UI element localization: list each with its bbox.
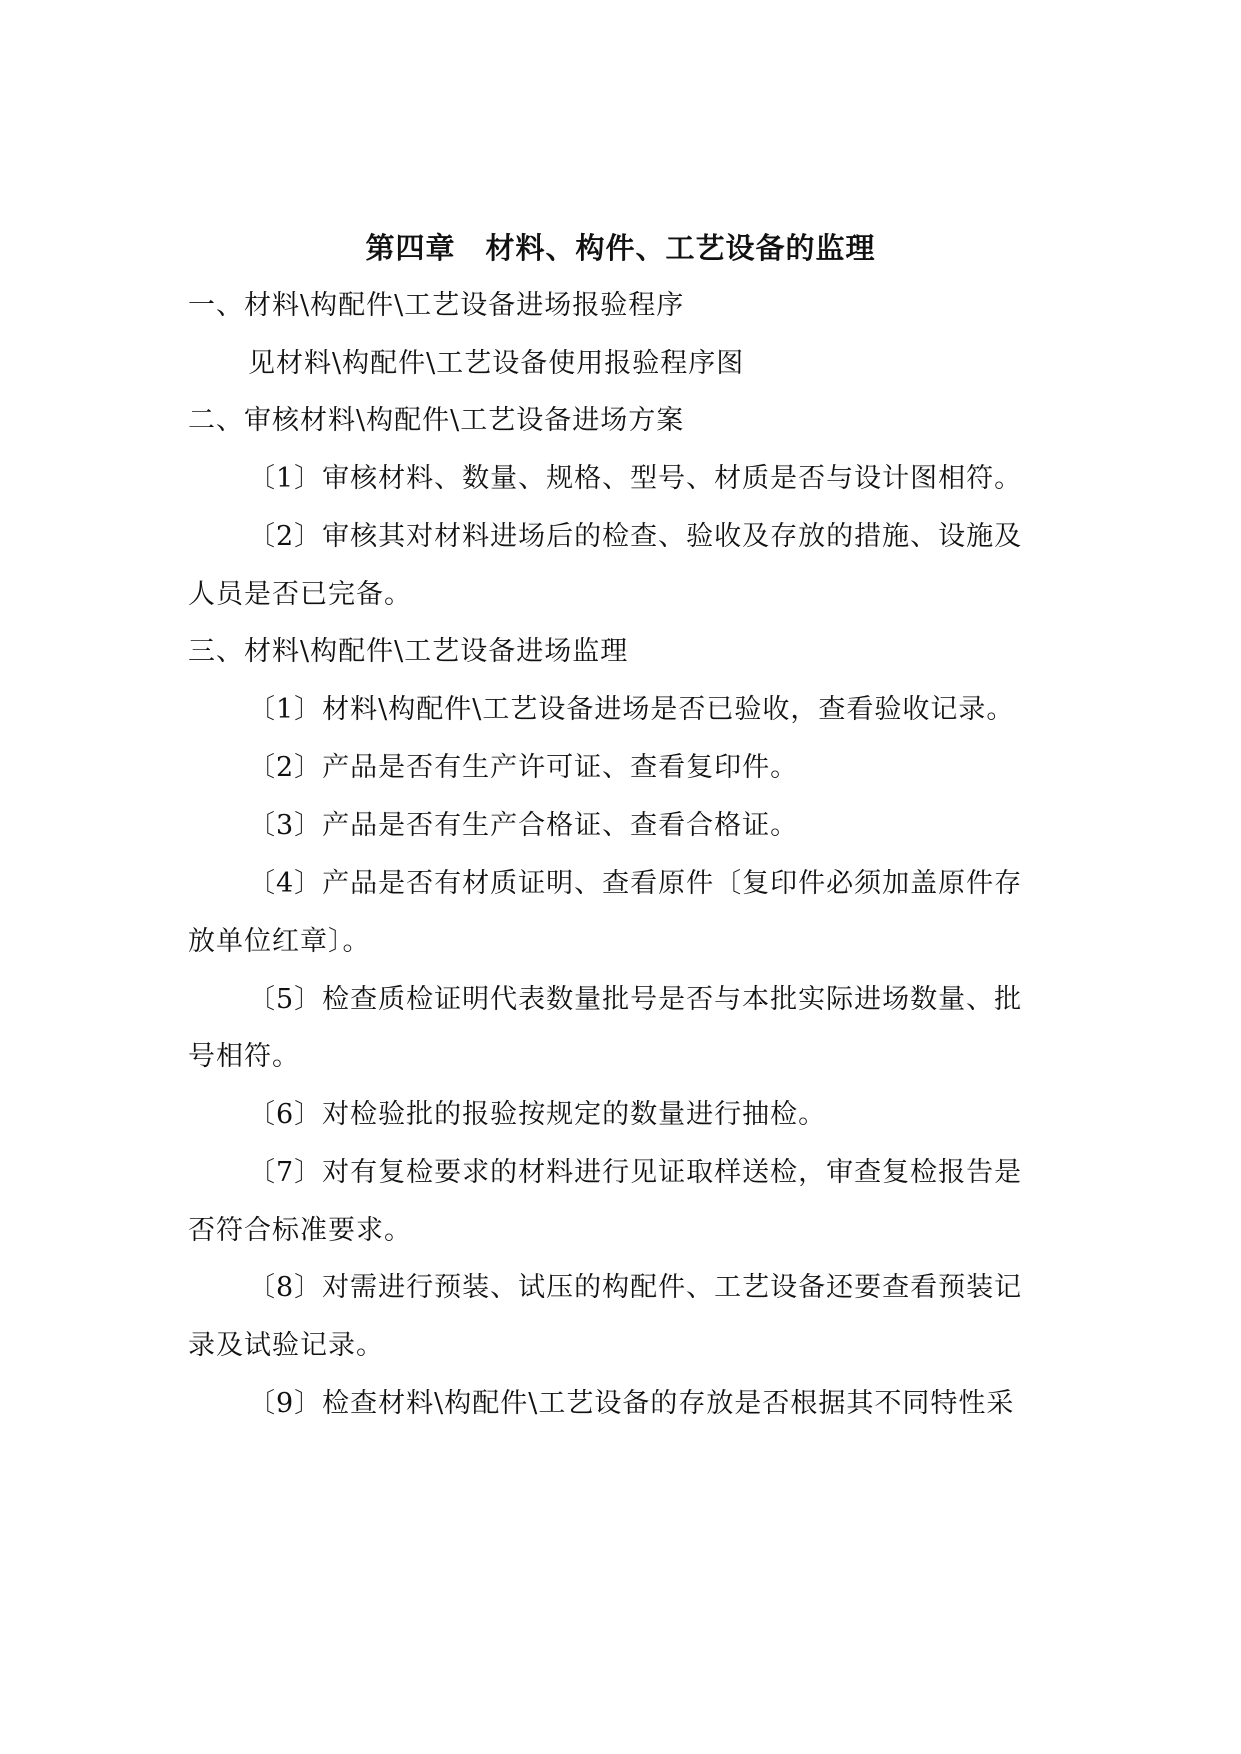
section-heading-1: 一、材料\构配件\工艺设备进场报验程序: [188, 290, 685, 321]
list-item-continuation: 号相符。: [188, 1041, 300, 1072]
list-item: 〔2〕审核其对材料进场后的检查、验收及存放的措施、设施及: [248, 521, 1023, 552]
section-heading-2: 二、审核材料\构配件\工艺设备进场方案: [188, 405, 685, 436]
list-item-continuation: 放单位红章〕。: [188, 926, 371, 957]
list-item: 〔8〕对需进行预装、试压的构配件、工艺设备还要查看预装记: [248, 1272, 1023, 1303]
list-item-continuation: 人员是否已完备。: [188, 579, 412, 610]
list-item: 〔4〕产品是否有材质证明、查看原件〔复印件必须加盖原件存: [248, 868, 1023, 899]
paragraph-line: 见材料\构配件\工艺设备使用报验程序图: [248, 348, 745, 379]
list-item-continuation: 录及试验记录。: [188, 1330, 384, 1361]
section-heading-3: 三、材料\构配件\工艺设备进场监理: [188, 636, 629, 667]
list-item: 〔6〕对检验批的报验按规定的数量进行抽检。: [248, 1099, 827, 1130]
chapter-title: 第四章 材料、构件、工艺设备的监理: [365, 231, 876, 265]
list-item: 〔1〕审核材料、数量、规格、型号、材质是否与设计图相符。: [248, 463, 1023, 494]
list-item: 〔7〕对有复检要求的材料进行见证取样送检，审查复检报告是: [248, 1157, 1023, 1188]
list-item: 〔1〕材料\构配件\工艺设备进场是否已验收，查看验收记录。: [248, 694, 1015, 725]
list-item: 〔5〕检查质检证明代表数量批号是否与本批实际进场数量、批: [248, 984, 1023, 1015]
list-item: 〔9〕检查材料\构配件\工艺设备的存放是否根据其不同特性采: [248, 1388, 1015, 1419]
list-item-continuation: 否符合标准要求。: [188, 1215, 412, 1246]
list-item: 〔2〕产品是否有生产许可证、查看复印件。: [248, 752, 799, 783]
list-item: 〔3〕产品是否有生产合格证、查看合格证。: [248, 810, 799, 841]
